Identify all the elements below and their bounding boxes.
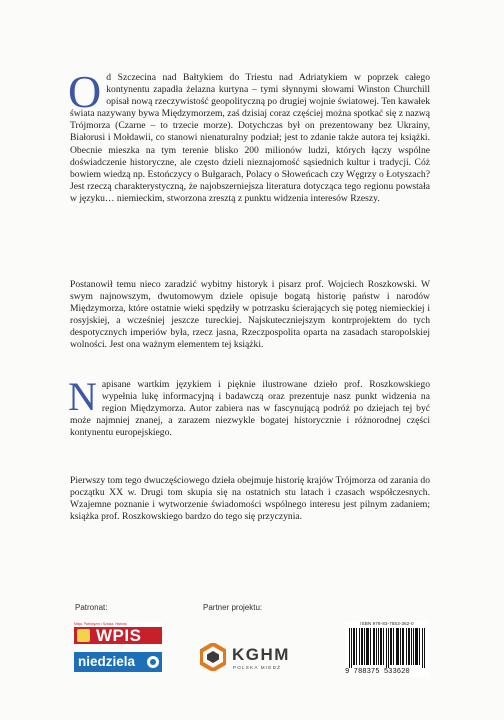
niedziela-logo: [74, 652, 162, 672]
wpis-emblem-icon: [77, 629, 90, 642]
isbn-label: ISBN 978-83-7553-362-0: [360, 621, 414, 626]
wpis-tagline: Misja. Patriotyzm • Sztuka. Historia: [74, 622, 127, 626]
paragraph-4-text: Pierwszy tom tego dwuczęściowego dzieła obejmuje historię krajów Trójmorza od zarania do początku XX w. Drugi tom skupia się na ostatnich stu latach i czasach współczesnych. Wzajemne poznanie i wytworzenie świadomości wspólnego interesu jest pilnym zadaniem; książka prof. Roszkowskiego bardzo do tego się przyczynia.: [70, 475, 430, 523]
barcode-icon: [349, 628, 427, 668]
kghm-mark-icon: [200, 643, 226, 671]
paragraph-1-text: d Szczecina nad Bałtykiem do Triestu nad Adriatykiem w poprzek całego kontynentu zapadła żelazna kurtyna – tymi słynnymi słowami Winston Churchill opisał nową rzeczywistość geopolityczną po drugiej wojnie światowej. Ten kawałek świata nazywany bywa Międzymorzem, zaś dzisiaj coraz częściej można spotkać się z nazwą Trójmorza (Czarne – to trzecie morze). Dotychczas był on prezentowany bez Ukrainy, Białorusi i Mołdawii, co stanowi nienaturalny podział; jest to zdanie także autora tej książki. Obecnie mieszka na tym terenie blisko 200 milionów ludzi, których łączy wspólne doświadczenie historyczne, ale często dzieli nieznajomość sąsiednich kultur i tradycji. Cóż bowiem wiedzą np. Estończycy o Bułgarach, Polacy o Słoweńcach czy Węgrzy o Łotyszach? Jest rzeczą charakterystyczną, że najobszerniejsza literatura dotycząca tego regionu powstała w języku… niemieckim, stworzona zresztą z punktu widzenia interesów Rzeszy.: [70, 72, 430, 204]
drop-cap-n: N: [68, 374, 97, 419]
wpis-wordmark: WPIS: [96, 626, 142, 645]
niedziela-mark-icon: [147, 656, 159, 668]
patronat-label: Patronat:: [75, 603, 108, 612]
drop-cap-o: O: [68, 66, 102, 117]
paragraph-2-text: Postanowił temu nieco zaradzić wybitny historyk i pisarz prof. Wojciech Roszkowski. W swym najnowszym, dwutomowym dziele opisuje bogatą historię państw i narodów Międzymorza, które ostatnie wieki spędziły w potrzasku ścierających się potęg niemieckiej i rosyjskiej, a wcześniej jeszcze tureckiej. Najskuteczniejszym kontrprojektem do tych despotycznych imperiów była, rzecz jasna, Rzeczpospolita oparta na zasadach staropolskiej wolności. Jest ona ważnym elementem tej książki.: [70, 279, 430, 351]
partner-label: Partner projektu:: [203, 603, 263, 612]
paragraph-4: [70, 475, 430, 523]
kghm-subtitle: POLSKA MIEDŹ: [233, 665, 282, 670]
paragraph-3: [68, 374, 430, 439]
paragraph-3-text: apisane wartkim językiem i pięknie ilustrowane dzieło prof. Roszkowskiego wypełnia lukę informacyjną i badawczą oraz prezentuje nasz punkt widzenia na region Międzymorza. Autor zabiera nas w fascynującą podróż po dziejach tej być może najmniej znanej, a zarazem niezwykle bogatej historycznie i różnorodnej części kontynentu europejskiego.: [70, 379, 430, 439]
niedziela-wordmark: niedziela: [78, 654, 136, 669]
barcode-digits: 9 788375 533620: [345, 668, 410, 676]
wpis-logo: [74, 622, 162, 644]
paragraph-2: [70, 279, 430, 352]
kghm-wordmark: KGHM: [232, 645, 290, 664]
paragraph-1: [68, 66, 430, 205]
kghm-logo: [200, 643, 310, 673]
isbn-barcode: [345, 621, 429, 677]
